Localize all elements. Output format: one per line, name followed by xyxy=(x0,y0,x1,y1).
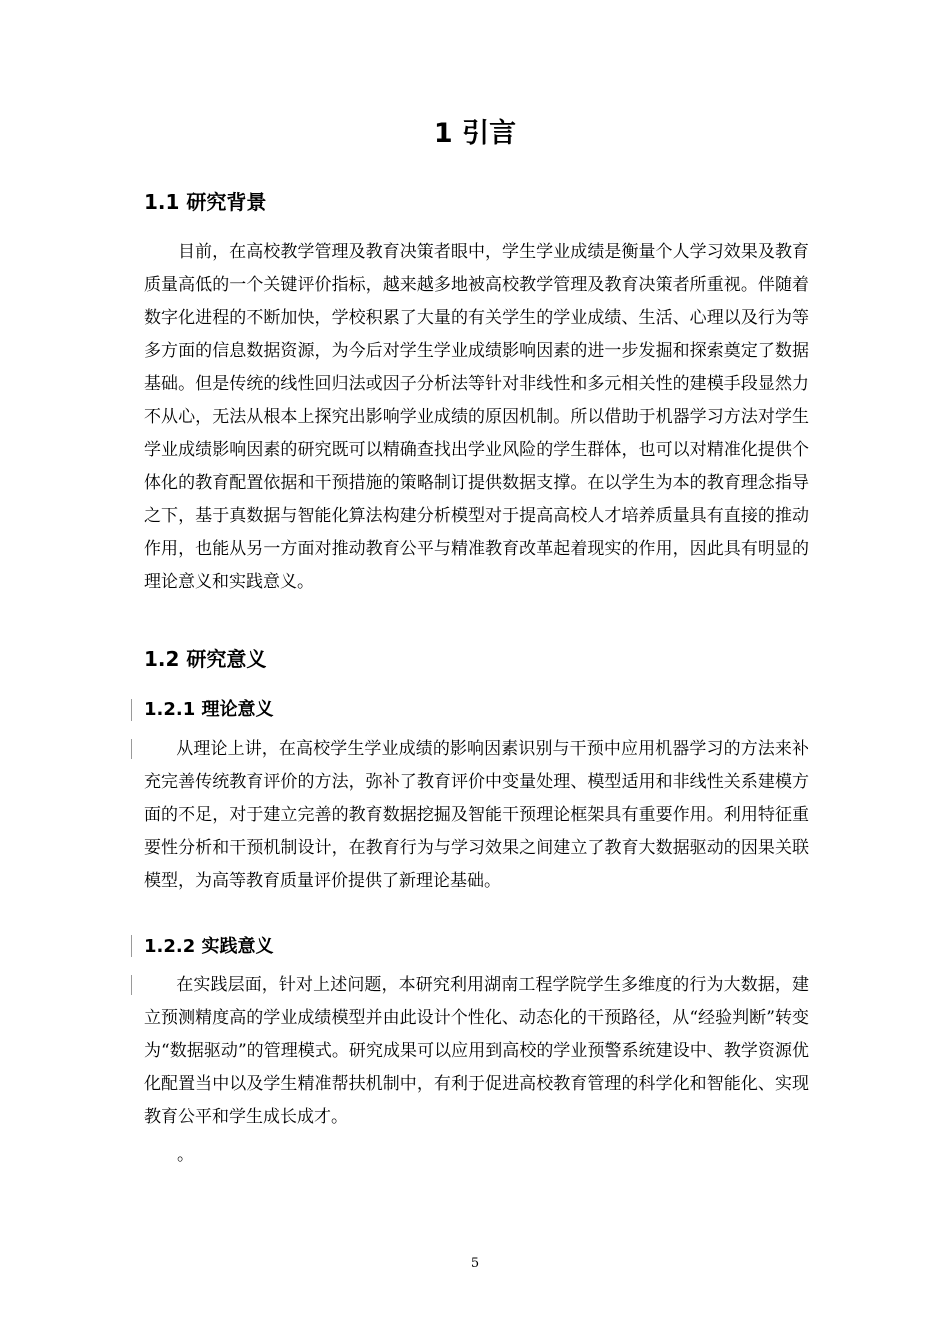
page-number: 5 xyxy=(470,1256,480,1271)
background-paragraph: 目前，在高校教学管理及教育决策者眼中，学生学业成绩是衡量个人学习效果及教育质量高低的一个关键评价指标，越来越多地被高校教学管理及教育决策者所重视。伴随着数字化进程的不断加快，学校积累了大量的有关学生的学业成绩、生活、心理以及行为等多方面的信息数据资源，为今后对学生学业成绩影响因素的进一步发掘和探索奠定了数据基础。但是传统的线性回归法或因子分析法等针对非线性和多元相关性的建模手段显然力不从心，无法从根本上探究出影响学业成绩的原因机制。所以借助于机器学习方法对学生学业成绩影响因素的研究既可以精确查找出学业风险的学生群体，也可以对精准化提供个体化的教育配置依据和干预措施的策略制订提供数据支撑。在以学生为本的教育理念指导之下，基于真数据与智能化算法构建分析模型对于提高高校人才培养质量具有直接的推动作用，也能从另一方面对推动教育公平与精准教育改革起着现实的作用，因此具有明显的理论意义和实践意义。 xyxy=(144,242,809,592)
revision-bar xyxy=(131,739,132,759)
theory-paragraph: 从理论上讲，在高校学生学业成绩的影响因素识别与干预中应用机器学习的方法来补充完善传统教育评价的方法，弥补了教育评价中变量处理、模型适用和非线性关系建模方面的不足，对于建立完善的教育数据挖掘及智能干预理论框架具有重要作用。利用特征重要性分析和干预机制设计，在教育行为与学习效果之间建立了教育大数据驱动的因果关联模型，为高等教育质量评价提供了新理论基础。 xyxy=(144,739,809,891)
revision-bar xyxy=(131,935,132,957)
practice-paragraph: 在实践层面，针对上述问题，本研究利用湖南工程学院学生多维度的行为大数据，建立预测精度高的学业成绩模型并由此设计个性化、动态化的干预路径，从“经验判断”转变为“数据驱动”的管理模式。研究成果可以应用到高校的学业预警系统建设中、教学资源优化配置当中以及学生精准帮扶机制中，有利于促进高校教育管理的科学化和智能化、实现教育公平和学生成长成才。 xyxy=(144,975,809,1127)
stray-punctuation: 。 xyxy=(177,1145,194,1165)
section-heading-significance: 1.2 研究意义 xyxy=(144,647,267,671)
chapter-title: 1 引言 xyxy=(433,118,517,149)
subsection-heading-practice: 1.2.2 实践意义 xyxy=(144,936,274,957)
revision-bar xyxy=(131,699,132,721)
subsection-heading-theory: 1.2.1 理论意义 xyxy=(144,699,274,720)
section-heading-background: 1.1 研究背景 xyxy=(144,190,267,214)
revision-bar xyxy=(131,975,132,995)
